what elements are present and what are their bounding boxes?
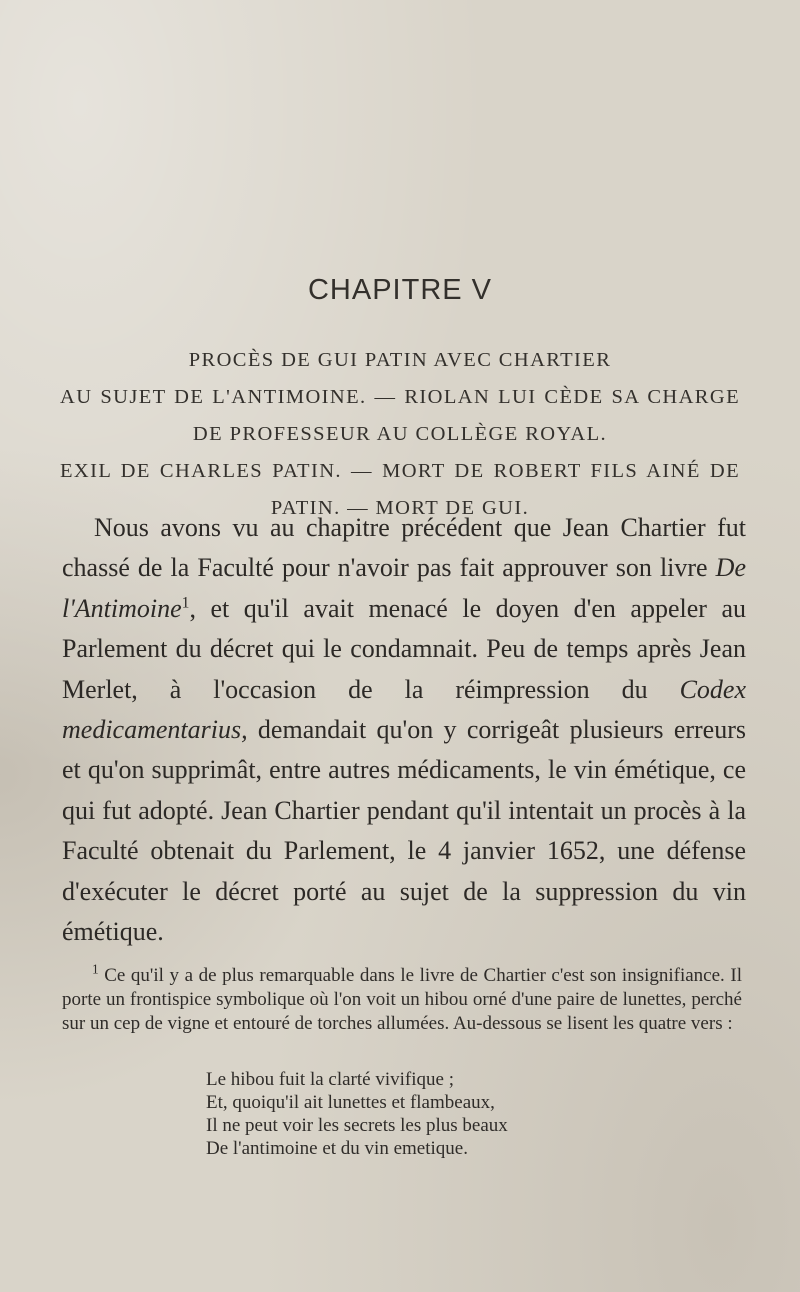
verse-line: Le hibou fuit la clarté vivifique ; xyxy=(206,1069,454,1090)
body-paragraph xyxy=(62,508,746,952)
summary-line: PROCÈS DE GUI PATIN AVEC CHARTIER xyxy=(188,349,612,371)
summary-line: PATIN. — MORT DE GUI. xyxy=(270,497,530,519)
verse-line: Et, quoiqu'il ait lunettes et flambeaux, xyxy=(206,1092,495,1113)
verse-line: De l'antimoine et du vin emetique. xyxy=(206,1138,468,1159)
chapter-title: CHAPITRE V xyxy=(307,274,493,306)
body-text-segment: , et qu'il avait menacé le doyen d'en appeler au Parlement du décret qui le condamnait. Peu de temps après Jean Merlet, à l'occasion de la réimpression du xyxy=(62,593,746,704)
summary-line: AU SUJET DE L'ANTIMOINE. — RIOLAN LUI CÈDE SA CHARGE xyxy=(60,386,740,408)
verse-quote xyxy=(206,1068,508,1160)
summary-line: EXIL DE CHARLES PATIN. — MORT DE ROBERT FILS AINÉ DE xyxy=(60,460,740,482)
book-title: De l'Antimoine xyxy=(62,553,746,623)
body-text-segment: Nous avons vu au chapitre précédent que Jean Chartier fut chassé de la Faculté pour n'avoir pas fait approuver son livre xyxy=(62,513,746,583)
body-text-segment: demandait qu'on y corrigeât plusieurs erreurs et qu'on supprimât, entre autres médicaments, le vin émétique, ce qui fut adopté. Jean Chartier pendant qu'il intentait un procès à la Faculté obtenait du Parlement, le 4 janvier 1652, une défense d'exécuter le décret porté au sujet de la suppression du vin émétique. xyxy=(62,715,746,947)
footnote-text: Ce qu'il y a de plus remarquable dans le livre de Chartier c'est son insignifiance. Il porte un frontispice symbolique où l'on voit un hibou orné d'une paire de lunettes, perché sur un cep de vigne et entouré de torches allumées. Au-dessous se lisent les quatre vers : xyxy=(62,965,742,1034)
verse-line: Il ne peut voir les secrets les plus beaux xyxy=(206,1115,508,1136)
chapter-summary xyxy=(60,342,740,527)
footnote-marker: 1 xyxy=(92,961,99,977)
footnote xyxy=(62,961,742,1036)
codex-title: Codex medicamentarius, xyxy=(62,674,746,745)
summary-line: DE PROFESSEUR AU COLLÈGE ROYAL. xyxy=(192,423,608,445)
footnote-reference: 1 xyxy=(181,594,190,612)
